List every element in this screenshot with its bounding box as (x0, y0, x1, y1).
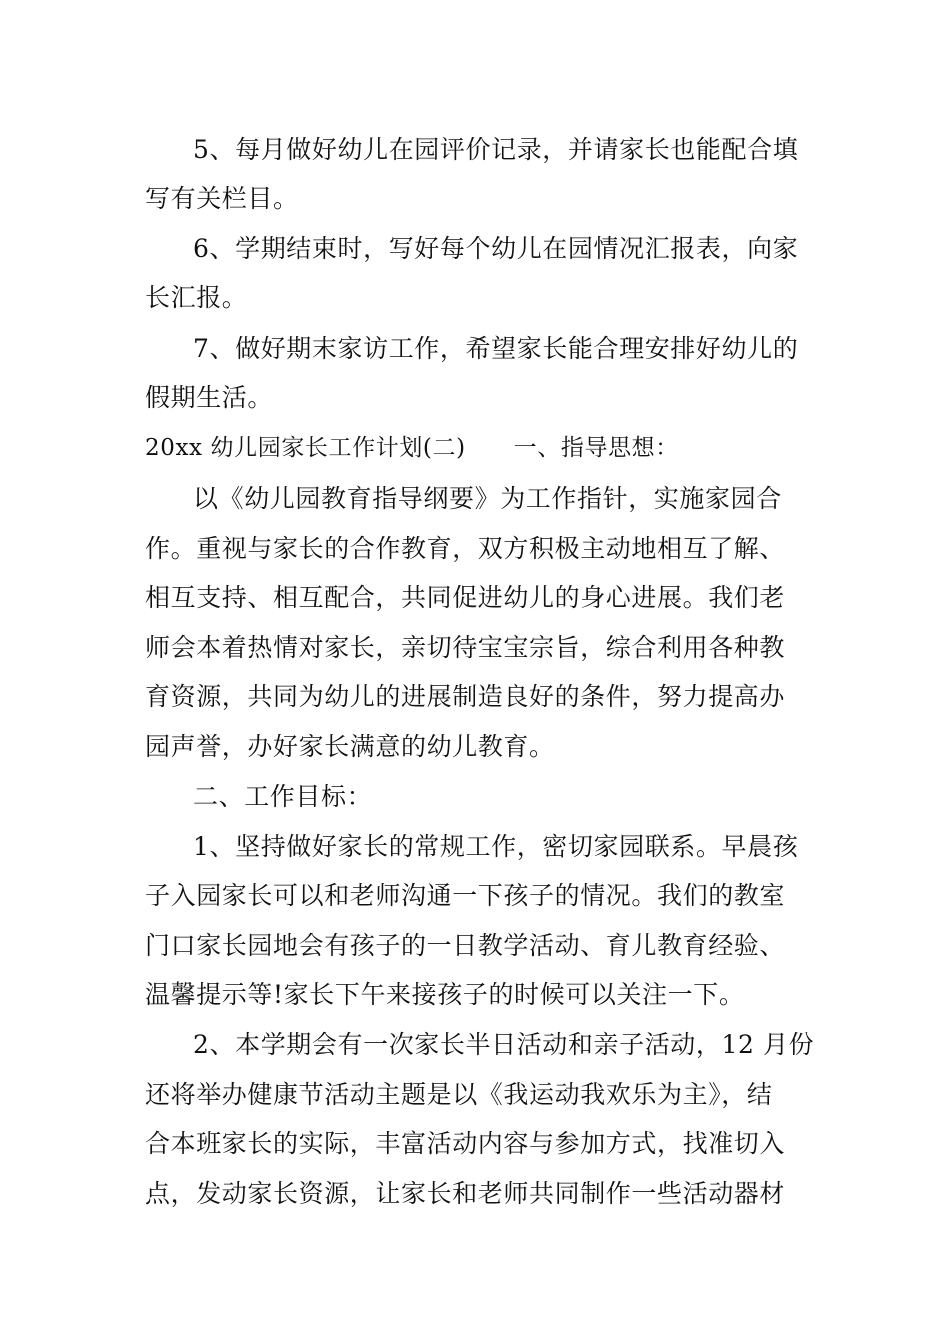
section-title-guiding-ideas: 一、指导思想： (513, 435, 679, 461)
paragraph-item-7-line-2: 假期生活。 (145, 383, 274, 412)
guiding-ideas-line-6: 园声誉，办好家长满意的幼儿教育。 (145, 732, 555, 761)
goal-item-1-line-1: 1、坚持做好家长的常规工作，密切家园联系。早晨孩 (193, 832, 799, 861)
section-title-work-goals: 二、工作目标： (193, 782, 373, 811)
paragraph-item-6-line-2: 长汇报。 (145, 283, 248, 312)
guiding-ideas-line-1: 以《幼儿园教育指导纲要》为工作指针，实施家园合 (193, 484, 782, 513)
goal-item-2-line-2: 还将举办健康节活动主题是以《我运动我欢乐为主》，结 (145, 1080, 773, 1109)
section-heading (145, 432, 815, 464)
guiding-ideas-line-2: 作。重视与家长的合作教育，双方积极主动地相互了解、 (145, 534, 786, 563)
guiding-ideas-line-3: 相互支持、相互配合，共同促进幼儿的身心进展。我们老 (145, 583, 786, 612)
paragraph-item-7-line-1: 7、做好期末家访工作，希望家长能合理安排好幼儿的 (193, 334, 799, 363)
paragraph-item-5-line-2: 写有关栏目。 (145, 184, 299, 213)
paragraph-item-6-line-1: 6、学期结束时，写好每个幼儿在园情况汇报表，向家 (193, 234, 799, 263)
goal-item-1-line-3: 门口家长园地会有孩子的一日教学活动、育儿教育经验、 (145, 931, 786, 960)
document-title: 20xx 幼儿园家长工作计划(二) (145, 435, 466, 461)
guiding-ideas-line-5: 育资源，共同为幼儿的进展制造良好的条件，努力提高办 (145, 682, 786, 711)
paragraph-item-5-line-1: 5、每月做好幼儿在园评价记录，并请家长也能配合填 (193, 135, 799, 164)
goal-item-1-line-4: 温馨提示等!家长下午来接孩子的时候可以关注一下。 (145, 980, 745, 1009)
goal-item-2-line-3: 合本班家长的实际，丰富活动内容与参加方式，找准切入 (145, 1129, 786, 1158)
goal-item-2-line-1: 2、本学期会有一次家长半日活动和亲子活动，12 月份 (193, 1030, 815, 1059)
guiding-ideas-line-4: 师会本着热情对家长，亲切待宝宝宗旨，综合利用各种教 (145, 633, 786, 662)
goal-item-1-line-2: 子入园家长可以和老师沟通一下孩子的情况。我们的教室 (145, 881, 786, 910)
goal-item-2-line-4: 点，发动家长资源，让家长和老师共同制作一些活动器材 (145, 1179, 786, 1208)
